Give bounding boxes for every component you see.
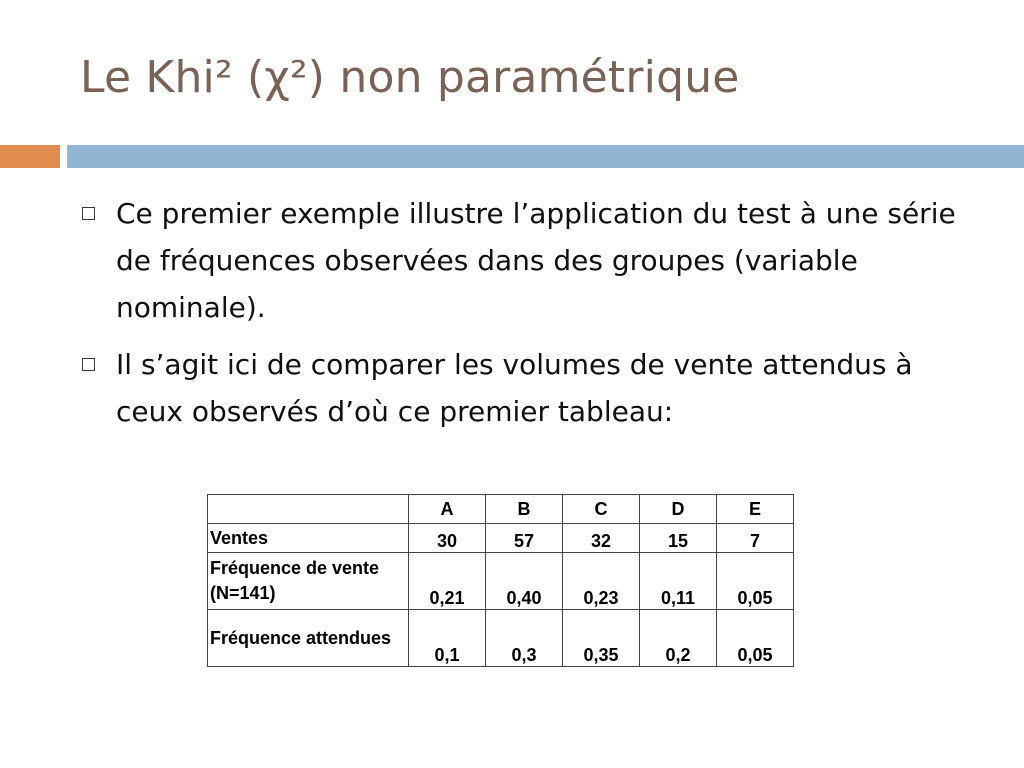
bullet-text: Ce premier exemple illustre l’application du test à une série de fréquences observées dans des groupes (variable nominale).	[116, 197, 956, 324]
column-header: A	[409, 495, 486, 524]
table-cell: 32	[563, 524, 640, 553]
table-cell: 0,3	[486, 610, 563, 667]
table-cell: 0,05	[717, 553, 794, 610]
table-cell: 0,11	[640, 553, 717, 610]
table-cell: 0,40	[486, 553, 563, 610]
table-cell: 0,21	[409, 553, 486, 610]
table-cell: 0,35	[563, 610, 640, 667]
table-cell: 15	[640, 524, 717, 553]
bullet-list	[80, 190, 980, 445]
row-label: Fréquence attendues	[208, 610, 409, 667]
bullet-item	[80, 190, 980, 331]
bullet-item	[80, 341, 980, 435]
column-header: D	[640, 495, 717, 524]
bullet-text: Il s’agit ici de comparer les volumes de vente attendus à ceux observés d’où ce premier tableau:	[116, 348, 913, 428]
table-cell: 0,05	[717, 610, 794, 667]
table-row	[208, 553, 794, 610]
row-label: Fréquence de vente (N=141)	[208, 553, 409, 610]
accent-bar-blue	[67, 145, 1024, 168]
table-row	[208, 524, 794, 553]
row-label: Ventes	[208, 524, 409, 553]
sales-frequency-table	[207, 494, 794, 667]
column-header: C	[563, 495, 640, 524]
table-row	[208, 610, 794, 667]
table-cell: 0,1	[409, 610, 486, 667]
table-cell: 30	[409, 524, 486, 553]
square-bullet-icon	[82, 358, 95, 371]
column-header: B	[486, 495, 563, 524]
table-cell: 0,2	[640, 610, 717, 667]
table-corner-cell	[208, 495, 409, 524]
column-header: E	[717, 495, 794, 524]
slide-title: Le Khi² (χ²) non paramétrique	[80, 52, 740, 103]
table-cell: 0,23	[563, 553, 640, 610]
table-cell: 57	[486, 524, 563, 553]
square-bullet-icon	[82, 207, 95, 220]
accent-bar-orange	[0, 145, 60, 168]
table-cell: 7	[717, 524, 794, 553]
table-header-row	[208, 495, 794, 524]
